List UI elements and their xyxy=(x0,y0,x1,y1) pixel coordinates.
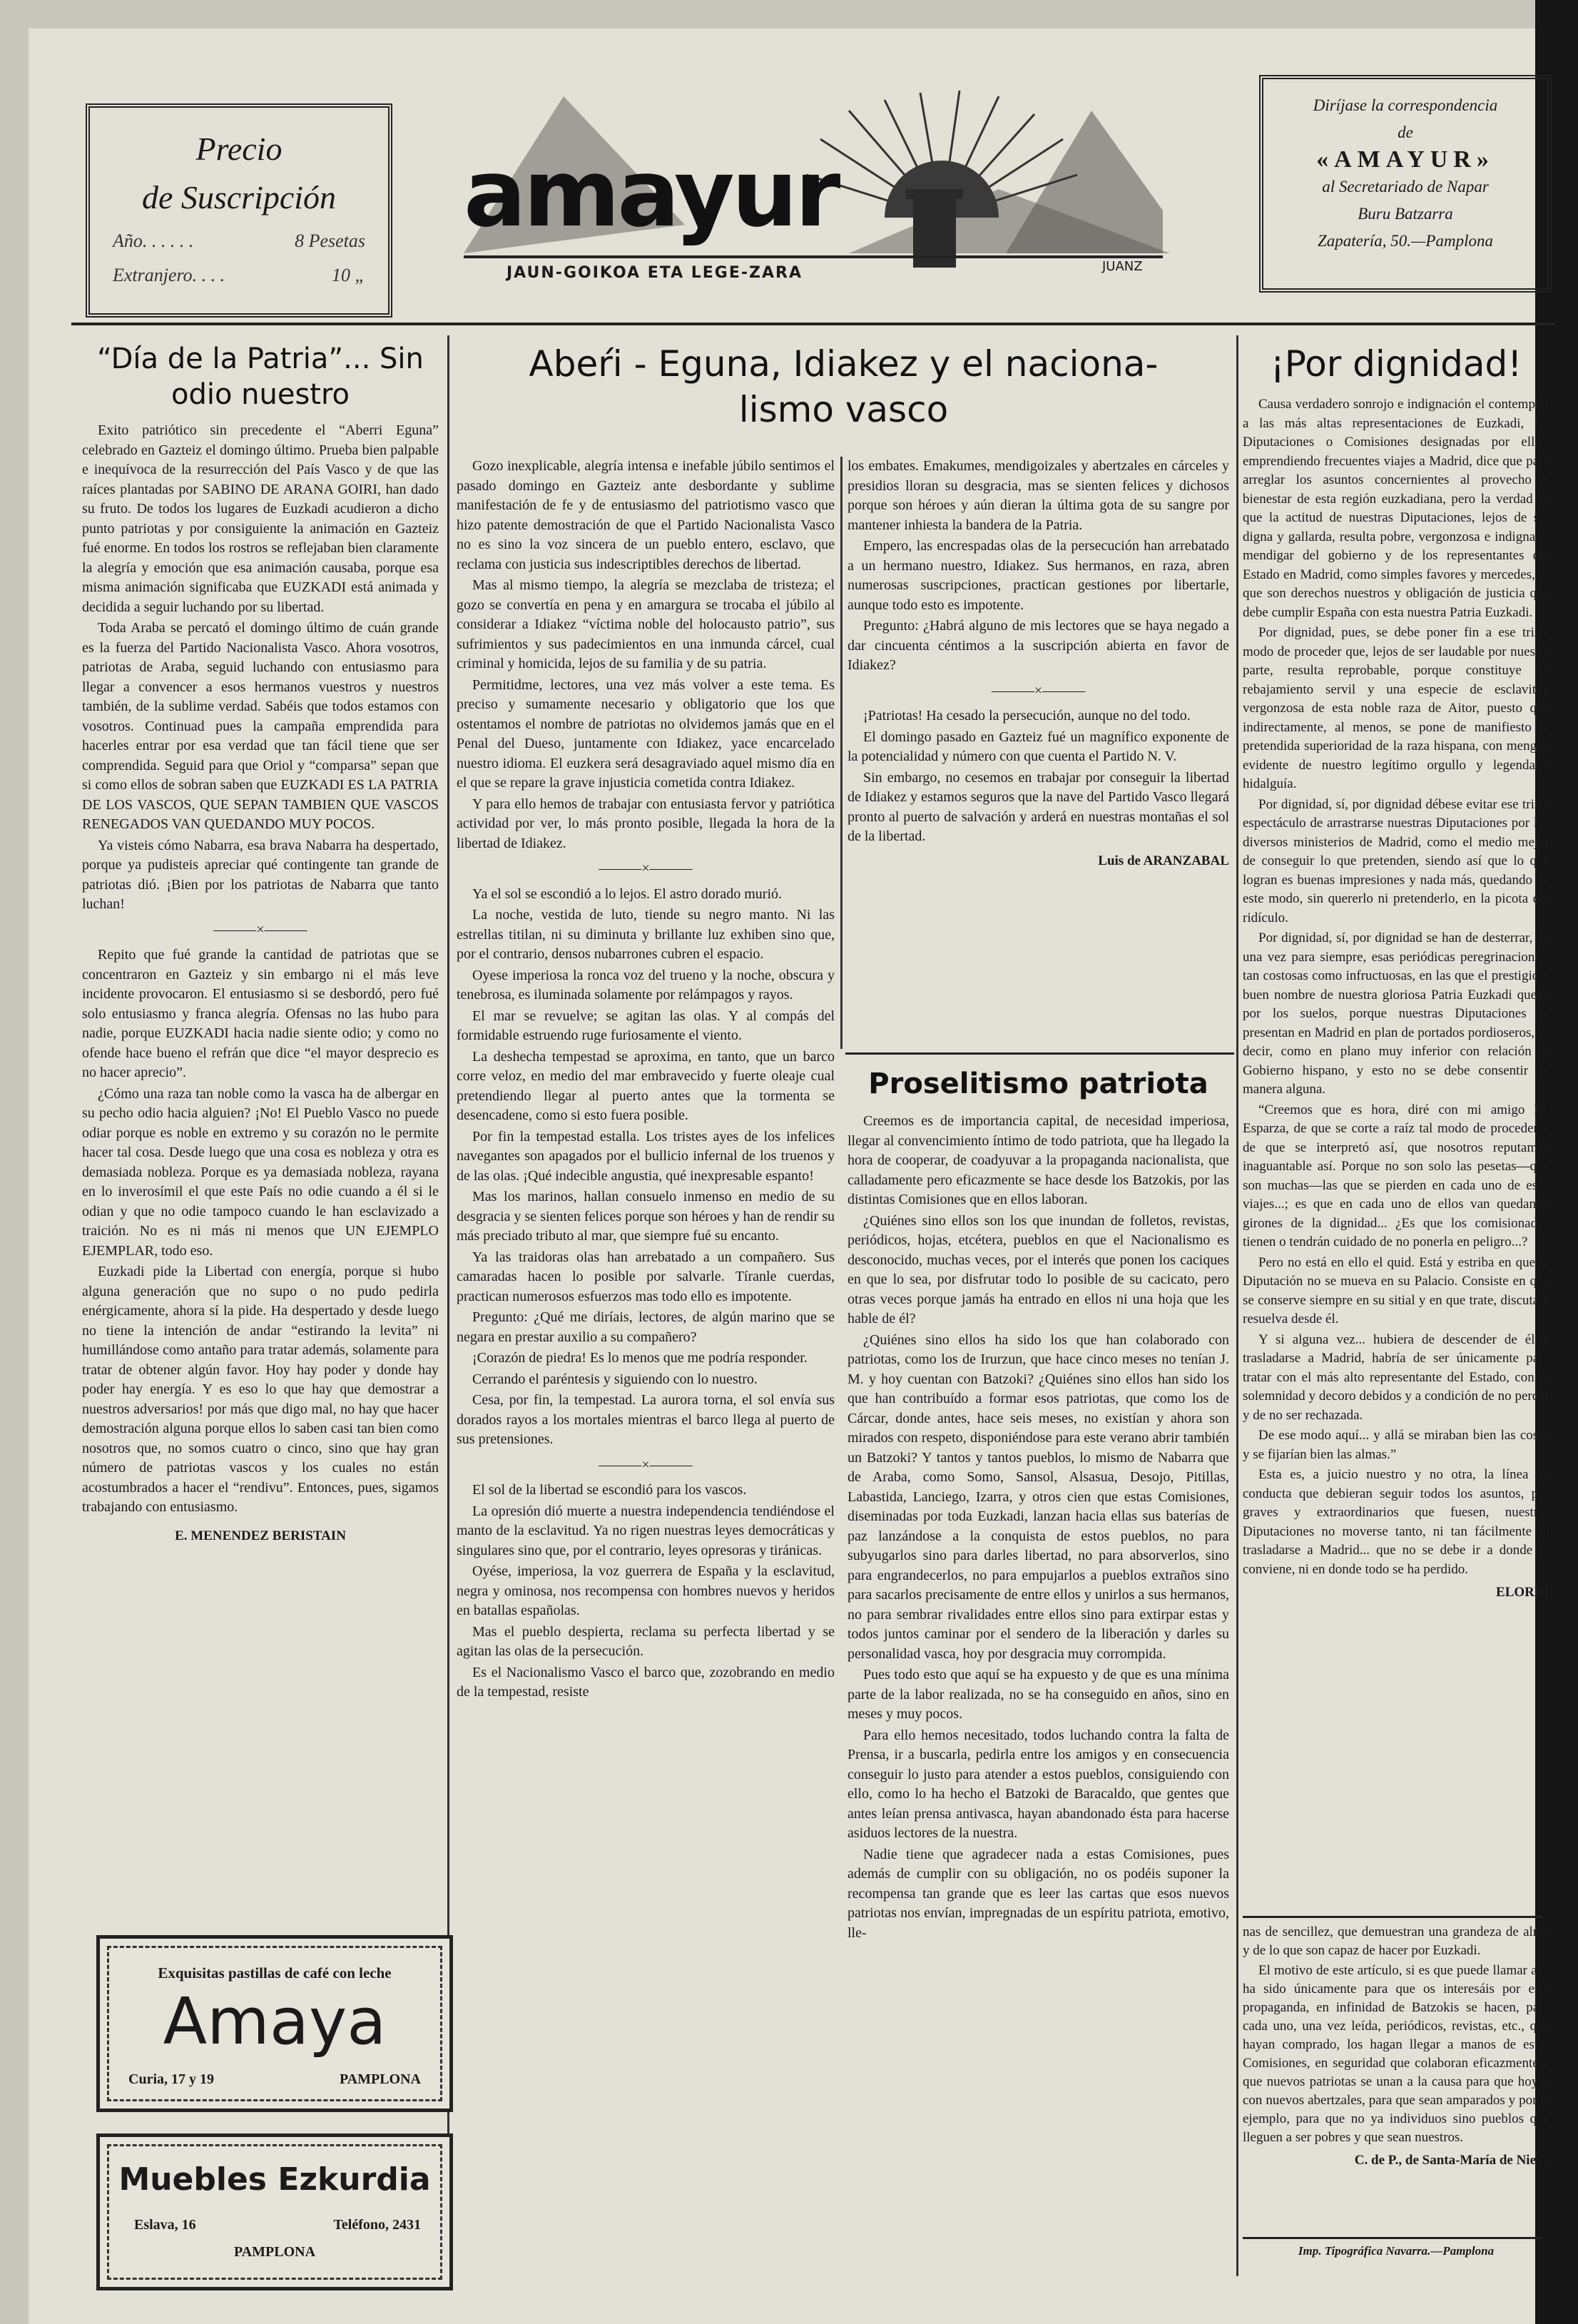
ad-address: Curia, 17 y 19 xyxy=(128,2071,214,2087)
price-title-1: Precio xyxy=(195,131,282,167)
article-paragraph: ¿Quiénes sino ellos ha sido los que han colaborado con patriotas, como los de Irurzun, que hace cinco meses no tenían J. M. y hoy cuentan con Batzoki? ¿Quiénes sino ellos han sido los que han contribuído a formar esos patriotas, que como los de Cárcar, donde antes, hace seis meses, no existían y ahora son mirados con respeto, disponiéndose para este verano abrir también un Batzoki? Y tantos y tantos pueblos, lo mismo de Nabarra que de Araba, como Somo, Sansol, Alsasua, Desojo, Pitillas, Labastida, Lanciego, Izarra, y otros cien que estas Comisiones, diseminadas por toda Euzkadi, lanzan hacia ellas sus baterías de paz lanzándose a la conquista de estos pueblos, no para subyugarlos sino para darles libertad, no para absorverlos, sino para engrandecerlos, no para empujarlos a pueblos extraños sino para sacarlos precisamente de entre ellos y unirlos a sus hermanos, no para sembrar rivalidades entre ellos sino para extirpar estas y todos juntos caminar por el sendero de la liberación y darles su personalidad vasca, hoy por desgracia muy corrompida. xyxy=(847,1331,1229,1662)
article-paragraph: Pregunto: ¿Qué me diríais, lectores, de algún marino que se negara en prestar auxilio a su compañero? xyxy=(457,1309,835,1345)
article-signature: E. MENENDEZ BERISTAIN xyxy=(175,1528,346,1543)
article-paragraph: Es el Nacionalismo Vasco el barco que, zozobrando en medio de la tempestad, resiste xyxy=(457,1664,835,1700)
article-paragraph: ¡Patriotas! Ha cesado la persecución, aunque no del todo. xyxy=(863,708,1191,724)
article-paragraph: Pregunto: ¿Habrá alguno de mis lectores que se haya negado a dar cincuenta céntimos a la suscripción abierta en favor de Idiakez? xyxy=(847,618,1229,673)
corr-name: «AMAYUR» xyxy=(1316,146,1495,173)
article-paragraph: Esta es, a juicio nuestro y no otra, la línea de conducta que debieran seguir todos los asuntos, por graves y extraordinarios que fuesen, nuestras Diputaciones no moverse tanto, ni tan fácilmente ni trasladarse a Madrid... que no se debe ir a donde ni conviene, ni en donde todo se ha perdido. xyxy=(1243,1467,1549,1577)
price-value: 10 „ xyxy=(332,265,365,285)
section-rule xyxy=(845,1052,1234,1055)
article-paragraph: Por dignidad, sí, por dignidad se han de desterrar, de una vez para siempre, esas periódicas peregrinaciones, tan costosas como infructuosas, en las que el prestigio y buen nombre de nuestra gloriosa Patria Euzkadi queda por los suelos, porque nuestras Diputaciones se presentan en Madrid en plan de portados pordioseros, es decir, como en plano muy inferior con relación al Gobierno hispano, y esto no se debe consentir de manera alguna. xyxy=(1243,930,1549,1097)
corr-line: Zapatería, 50.—Pamplona xyxy=(1318,232,1493,250)
article-paragraph: El motivo de este artículo, si es que puede llamar así, ha sido únicamente para que os interesáis por esta propaganda, en infinidad de Batzokis se hacen, para cada uno, una vez leída, periódicos, revistas, etc., que hayan comprado, los hagan llegar a manos de estas Comisiones, en seguridad que colaboran eficazmente a que nuevos patriotas se unan a la causa para que hoy ó con nuevos abertzales, para que sean amparados y por si ejemplo, para que no ya individuos sino pueblos que lleguen a ser pobres y que sean nuestros. xyxy=(1243,1963,1549,2145)
article-paragraph: Por dignidad, sí, por dignidad débese evitar ese triste espectáculo de arrastrarse nuestras Diputaciones por los diversos ministerios de Madrid, como el medio mejor de conseguir lo que pretenden, siendo así que lo que logran es buenas impresiones y nada más, quedando de este modo, sin quererlo ni pretenderlo, en la picota del ridículo. xyxy=(1243,796,1549,925)
separator: ———×——— xyxy=(213,921,307,938)
column-divider xyxy=(1236,335,1238,2276)
article-paragraph: Causa verdadero sonrojo e indignación el contemplar a las más altas representaciones de Euzkadi, las Diputaciones o Comisiones designadas por ellas, emprendiendo frecuentes viajes a Madrid, dice que para arreglar los asuntos concernientes al provecho y bienestar de esta región euzkadiana, pero la verdad es que la actitud de nuestras Diputaciones, lejos de ser digna y gallarda, resulta pobre, vergonzosa e indigna al mendigar del gobierno y de los representantes del Estado en Madrid, como simples favores y mercedes, lo que son derechos nuestros y obligación de justicia que debe cumplir España con esta nuestra Patria Euzkadi. xyxy=(1243,397,1549,620)
article-paragraph: Pero no está en ello el quid. Está y estriba en que la Diputación no se mueva en su Palacio. Consiste en que se conserve siempre en su sitial y en que trate, discuta y resuelva desde él. xyxy=(1243,1254,1549,1326)
article-paragraph: El sol de la libertad se escondió para los vascos. xyxy=(472,1482,747,1498)
masthead-logo xyxy=(449,82,1177,296)
section-rule xyxy=(1243,2237,1542,2239)
article-paragraph: Cerrando el paréntesis y siguiendo con lo nuestro. xyxy=(472,1371,758,1387)
article-paragraph: La opresión dió muerte a nuestra independencia tendiéndose el manto de la esclavitud. Ya no rigen nuestras leyes democráticas y singulares sino que, por el contrario, leyes opresoras y tiránicas. xyxy=(457,1503,835,1558)
article-paragraph: Ya las traidoras olas han arrebatado a un compañero. Sus camaradas hacen lo posible por salvarle. Tíranle cuerdas, practican numerosos esfuerzos mas todo ello es impotente. xyxy=(457,1249,835,1304)
article-paragraph: ¿Quiénes sino ellos son los que inundan de folletos, revistas, periódicos, hojas, etcétera, pueblos en que el Nacionalismo es desconocido, muchas veces, por el interés que ponen los caciques en que lo sea, por disfrutar todo lo posible de su cacicato, pero otras veces porque jamás ha entrado en ellos ni una hoja que les hable de él? xyxy=(847,1212,1229,1326)
article-paragraph: Repito que fué grande la cantidad de patriotas que se concentraron en Gazteiz y sin embargo ni el más leve incidente provocaron. El entusiasmo si se desbordó, pero fué solo entusiasmo y franca alegría. Ofensas no las hubo para nadie, porque EUZKADI hacia nadie siente odio; y como no ofende hace bueno el refrán que dice “el mayor desprecio es no hacer aprecio”. xyxy=(82,947,439,1080)
column-divider xyxy=(840,457,843,1049)
article-paragraph: ¡Corazón de piedra! Es lo menos que me podría responder. xyxy=(472,1350,808,1366)
price-value: 8 Pesetas xyxy=(295,230,365,251)
article-paragraph: Sin embargo, no cesemos en trabajar por conseguir la libertad de Idiakez y estamos seguros que la nave del Partido Vasco llegará pronto al puerto de salvación y arderá en nuestras montañas el sol de la libertad. xyxy=(847,769,1229,844)
article-paragraph: nas de sencillez, que demuestran una grandeza de alma y de lo que son capaz de hacer por Euzkadi. xyxy=(1243,1924,1549,1958)
article-paragraph: “Creemos que es hora, diré con mi amigo M. Esparza, de que se corte a raíz tal modo de proceder y de que se interpretó así, que nosotros reputamos inaguantable así. Porque no son solo las pesetas—que son muchas—las que se pierden en cada uno de esos viajes...; es que en cada uno de ellos van quedando girones de la dignidad... ¿Es que los comisionados tienen o tendrán cuidado de no ponerla en peligro...? xyxy=(1243,1102,1549,1249)
article-aberri-eguna-col2 xyxy=(847,457,1229,1049)
corr-line: al Secretariado de Napar xyxy=(1322,178,1489,196)
masthead-title: amayur xyxy=(464,139,838,248)
article-title-line: lismo vasco xyxy=(738,389,949,430)
price-label: Extranjero. . . . xyxy=(113,265,225,285)
article-paragraph: El mar se revuelve; se agitan las olas. Y al compás del formidable estruendo ruge furiosamente el viento. xyxy=(457,1008,835,1043)
article-paragraph: Mas al mismo tiempo, la alegría se mezclaba de tristeza; el gozo se convertía en pena y en amargura se trocaba el júbilo al considerar a Idiakez “víctima noble del holocausto patrio”, sus sufrimientos y sus padecimientos en una inmunda cárcel, cual criminal y homicida, lejos de su familia y de su patria. xyxy=(457,577,835,671)
article-paragraph: Gozo inexplicable, alegría intensa e inefable júbilo sentimos el pasado domingo en Gazteiz ante desbordante y sublime manifestación de fe y de entusiasmo del patriotismo vasco que hizo patente demostración de que el Partido Nacionalista Vasco no es sino la voz sincera de un pueblo entero, esclavo, que reclama con justicia sus indescriptibles derechos de libertad. xyxy=(457,458,835,572)
article-paragraph: Y si alguna vez... hubiera de descender de él y trasladarse a Madrid, habría de ser únicamente para tratar con el más alto representante del Estado, con la solemnidad y decoro debidos y a condición de no perder y de no ser rechazada. xyxy=(1243,1331,1549,1423)
masthead-motto: JAUN-GOIKOA ETA LEGE-ZARA xyxy=(507,264,803,282)
corr-line: Buru Batzarra xyxy=(1358,205,1453,223)
article-signature: Luis de ARANZABAL xyxy=(1098,853,1229,868)
article-paragraph: Y para ello hemos de trabajar con entusiasta fervor y patriótica actividad por ver, lo más pronto posible, llegada la hora de la libertad de Idiakez. xyxy=(457,796,835,851)
article-paragraph: los embates. Emakumes, mendigoizales y abertzales en cárceles y presidios lloran su desgracia, mas se sienten felices y dichosos porque son héroes y aún dieran la última gota de su sangre por mantener inhiesta la bandera de la Patria. xyxy=(847,458,1229,533)
article-paragraph: La deshecha tempestad se aproxima, en tanto, que un barco corre veloz, en medio del mar embravecido y fuerte oleaje cual pretendiendo llegar al puerto antes que la tormenta se desencadene, como si esto fuera posible. xyxy=(457,1048,835,1123)
article-title: Proselitismo patriota xyxy=(868,1067,1208,1100)
separator: ———×——— xyxy=(599,861,693,876)
ad-phone: Teléfono, 2431 xyxy=(333,2217,421,2233)
separator: ———×——— xyxy=(991,682,1086,699)
ad-amaya xyxy=(96,1935,453,2112)
price-row-foreign xyxy=(113,265,365,286)
article-dignidad xyxy=(1243,341,1549,1911)
article-aberri-eguna-col1 xyxy=(457,457,835,2276)
separator: ———×——— xyxy=(599,1456,693,1473)
article-title: “Día de la Patria”... Sin odio nuestro xyxy=(97,342,424,411)
article-paragraph: Euzkadi pide la Libertad con energía, porque si hubo alguna generación que no supo o no pudo pedirla enérgicamente, ahora sí la pide. Ha despertado y desde luego no tiene la intención de andar “estirando la levita” ni humillándose como antaño para tratar además, solamente para tratar de obtener algún favor. Hoy hay poder y donde hay poder hay energía. Y es eso lo que hay que demostrar a nuestros adversarios! por más que digo mal, no hay que hacer demostración alguna porque ellos lo saben casi tan bien como nosotros que, no somos cuatro o cinco, sino que hay gran número de patriotas vascos y los cuales no están acostumbrados a hacer el “rendivu”. Entonces, pues, sigamos trabajando con entusiasmo. xyxy=(82,1264,439,1515)
price-title-2: de Suscripción xyxy=(141,179,337,215)
article-paragraph: Para ello hemos necesitado, todos luchando contra la falta de Prensa, ir a buscarla, pedirla entre los amigos y en consecuencia conseguir lo justo para atender a estos pueblos, consiguiendo con ello, como lo ha hecho el Batzoki de Baracaldo, que gentes que antes leían prensa antivasca, hayan abandonado ésta para hacerse asiduos lectores de la nuestra. xyxy=(847,1727,1229,1841)
article-paragraph: De ese modo aquí... y allá se miraban bien las cosas y se fijarían bien las almas.” xyxy=(1243,1428,1549,1462)
article-proselitismo-continued xyxy=(1243,1923,1549,2230)
article-signature: ELORRI xyxy=(1496,1585,1549,1600)
article-paragraph: Exito patriótico sin precedente el “Aberri Eguna” celebrado en Gazteiz el domingo último. Prueba bien palpable e inequívoca de la resurrección del País Vasco y de que las raíces plantadas por SABINO DE ARANA GOIRI, han dado su fruto. De todos los lugares de Euzkadi acudieron a dicho punto patriotas y por consiguiente la animación en Gazteiz fué enorme. En todos los rostros se reflejaban bien claramente la alegría y emoción que esa animación causaba, porque esa misma animación significaba que EUZKADI está animada y decidida a seguir luchando por su libertad. xyxy=(82,422,439,615)
subscription-price-box xyxy=(86,103,392,318)
article-title-aberri-eguna xyxy=(457,341,1231,432)
ad-city: PAMPLONA xyxy=(339,2071,421,2087)
price-row-year xyxy=(113,230,365,252)
article-paragraph: Por dignidad, pues, se debe poner fin a ese triste modo de proceder que, lejos de ser laudable por nuestra parte, resulta reprobable, porque constituye un rebajamiento servil y una especie de esclavitud vergonzosa de esta noble raza de Aitor, puesto que indirectamente, al menos, se pone de manifiesto la pretendida superioridad de la raza hispana, con mengua evidente de nuestro legítimo orgullo y legendaria hidalguía. xyxy=(1243,625,1549,791)
illustrator-signature: JUANZ xyxy=(1102,259,1143,274)
article-dia-patria xyxy=(82,341,439,1932)
ad-city: PAMPLONA xyxy=(233,2244,316,2260)
article-paragraph: Oyese imperiosa la ronca voz del trueno y la noche, obscura y tenebrosa, es iluminada solamente por relámpagos y rayos. xyxy=(457,967,835,1003)
article-paragraph: Permitidme, lectores, una vez más volver a este tema. Es preciso y sumamente necesario y obligatorio que los que ostentamos el nombre de patriotas no olvidemos jamás que en el Penal del Dueso, juntamente con Idiakez, yace encarcelado nuestro idioma. El euzkera será desagraviado aquel mismo día en el que se repare la grave injusticia cometida contra Idiakez. xyxy=(457,676,835,791)
article-paragraph: Empero, las encrespadas olas de la persecución han arrebatado a un hermano nuestro, Idiakez. Sus hermanos, en raza, abren numerosas suscripciones, practican gestiones por libertarle, aunque todo esto es impotente. xyxy=(847,538,1229,613)
price-label: Año. . . . . . xyxy=(113,230,194,251)
ad-brand: Amaya xyxy=(163,1984,387,2059)
article-paragraph: Mas los marinos, hallan consuelo inmenso en medio de su desgracia y se sienten felices porque son héroes y han de rendir su más preciado tributo al mar, que siempre fué su encanto. xyxy=(457,1189,835,1244)
section-rule xyxy=(1243,1916,1542,1918)
correspondence-box xyxy=(1259,75,1552,293)
article-paragraph: Toda Araba se percató el domingo último de cuán grande es la fuerza del Partido Nacionalista Vasco. Ahora vosotros, patriotas de Araba, seguid luchando con entusiasmo para llegar a convencer a esos hermanos vuestros y nuestros también, de la sublime verdad. Sabéis que todos estamos con vosotros. Continuad pues la campaña emprendida para hacerles entrar por esa verdad que tan fácil tiene que ser comprendida. Seguid para que Oriol y “comparsa” sepan que si como ellos de sobran saben que EUZKADI ES LA PATRIA DE LOS VASCOS, QUE SEPAN TAMBIEN QUE VASCOS RENEGADOS VAN QUEDANDO MUY POCOS. xyxy=(82,620,439,832)
printer-credit: Imp. Tipográfica Navarra.—Pamplona xyxy=(1298,2244,1495,2258)
article-proselitismo xyxy=(847,1065,1229,2278)
article-paragraph: Cesa, por fin, la tempestad. La aurora torna, el sol envía sus dorados rayos a los mortales mientras el barco llega al puerto de sus pretensiones. xyxy=(457,1392,835,1447)
article-paragraph: Creemos es de importancia capital, de necesidad imperiosa, llegar al convencimiento íntimo de todo patriota, que ha llegado la hora de cooperar, de coadyuvar a la propaganda nacionalista, que calladamente pero eficazmente se hace desde los Batzokis, por las distintas Comisiones que en ellos laboran. xyxy=(847,1113,1229,1207)
ad-brand: Muebles Ezkurdia xyxy=(118,2161,431,2198)
header-rule xyxy=(71,323,1555,325)
article-paragraph: Mas el pueblo despierta, reclama su perfecta libertad y se agitan las olas de la persecución. xyxy=(457,1623,835,1659)
article-title: ¡Por dignidad! xyxy=(1270,343,1522,385)
article-title-line: Abeŕi - Eguna, Idiakez y el naciona- xyxy=(529,343,1159,385)
ad-ezkurdia xyxy=(96,2133,453,2290)
article-paragraph: El domingo pasado en Gazteiz fué un magnífico exponente de la potencialidad y número con que cuenta el Partido N. V. xyxy=(847,729,1229,764)
article-paragraph: Por fin la tempestad estalla. Los tristes ayes de los infelices navegantes son apagados por el bullicio infernal de los truenos y de las olas. ¡Qué indecible angustia, qué inexpresable espanto! xyxy=(457,1128,835,1184)
ad-tagline: Exquisitas pastillas de café con leche xyxy=(158,1964,392,1982)
article-signature: C. de P., de Santa-María de Nieva xyxy=(1354,2153,1549,2168)
corr-line: de xyxy=(1398,123,1413,141)
article-paragraph: La noche, vestida de luto, tiende su negro manto. Ni las estrellas titilan, ni su diminuta y brillante luz exhiben sino que, por el contrario, densos nubarrones cubren el espacio. xyxy=(457,907,835,962)
article-paragraph: Ya el sol se escondió a lo lejos. El astro dorado murió. xyxy=(472,886,783,902)
corr-line: Diríjase la correspondencia xyxy=(1313,96,1498,114)
article-paragraph: Oyése, imperiosa, la voz guerrera de España y la esclavitud, negra y ominosa, nos recompensa con hombres nuevos y heridos en batallas españolas. xyxy=(457,1563,835,1618)
ad-address: Eslava, 16 xyxy=(134,2217,196,2233)
article-paragraph: Pues todo esto que aquí se ha expuesto y de que es una mínima parte de la labor realizada, no se ha conseguido en años, sino en meses y muy pocos. xyxy=(847,1667,1229,1722)
article-paragraph: ¿Cómo una raza tan noble como la vasca ha de albergar en su pecho odio hacia alguien? ¡No! El Pueblo Vasco no puede odiar porque es noble en extremo y su corazón no le permite hacer tal cosa. Desde luego que una cosa es nobleza y otra es demasiada nobleza. Porque es ya demasiada nobleza, rayana en lo inverosímil el que este País no odie cuando a él si le odian y que no odie tampoco cuando le han esclavizado a traición. No es ni más ni menos que UN EJEMPLO EJEMPLAR, todo eso. xyxy=(82,1085,439,1259)
article-paragraph: Ya visteis cómo Nabarra, esa brava Nabarra ha despertado, porque ya pudisteis apreciar qué contingente tan grande de patriotas dió. ¡Bien por los patriotas de Nabarra que tanto luchan! xyxy=(82,837,439,912)
article-paragraph: Nadie tiene que agradecer nada a estas Comisiones, pues además de cumplir con su obligación, no os podéis suponer la recompensa tan grande que es leer las cartas que esos nuevos patriotas nos envían, impregnadas de un espíritu patriota, emotivo, lle- xyxy=(847,1846,1229,1941)
